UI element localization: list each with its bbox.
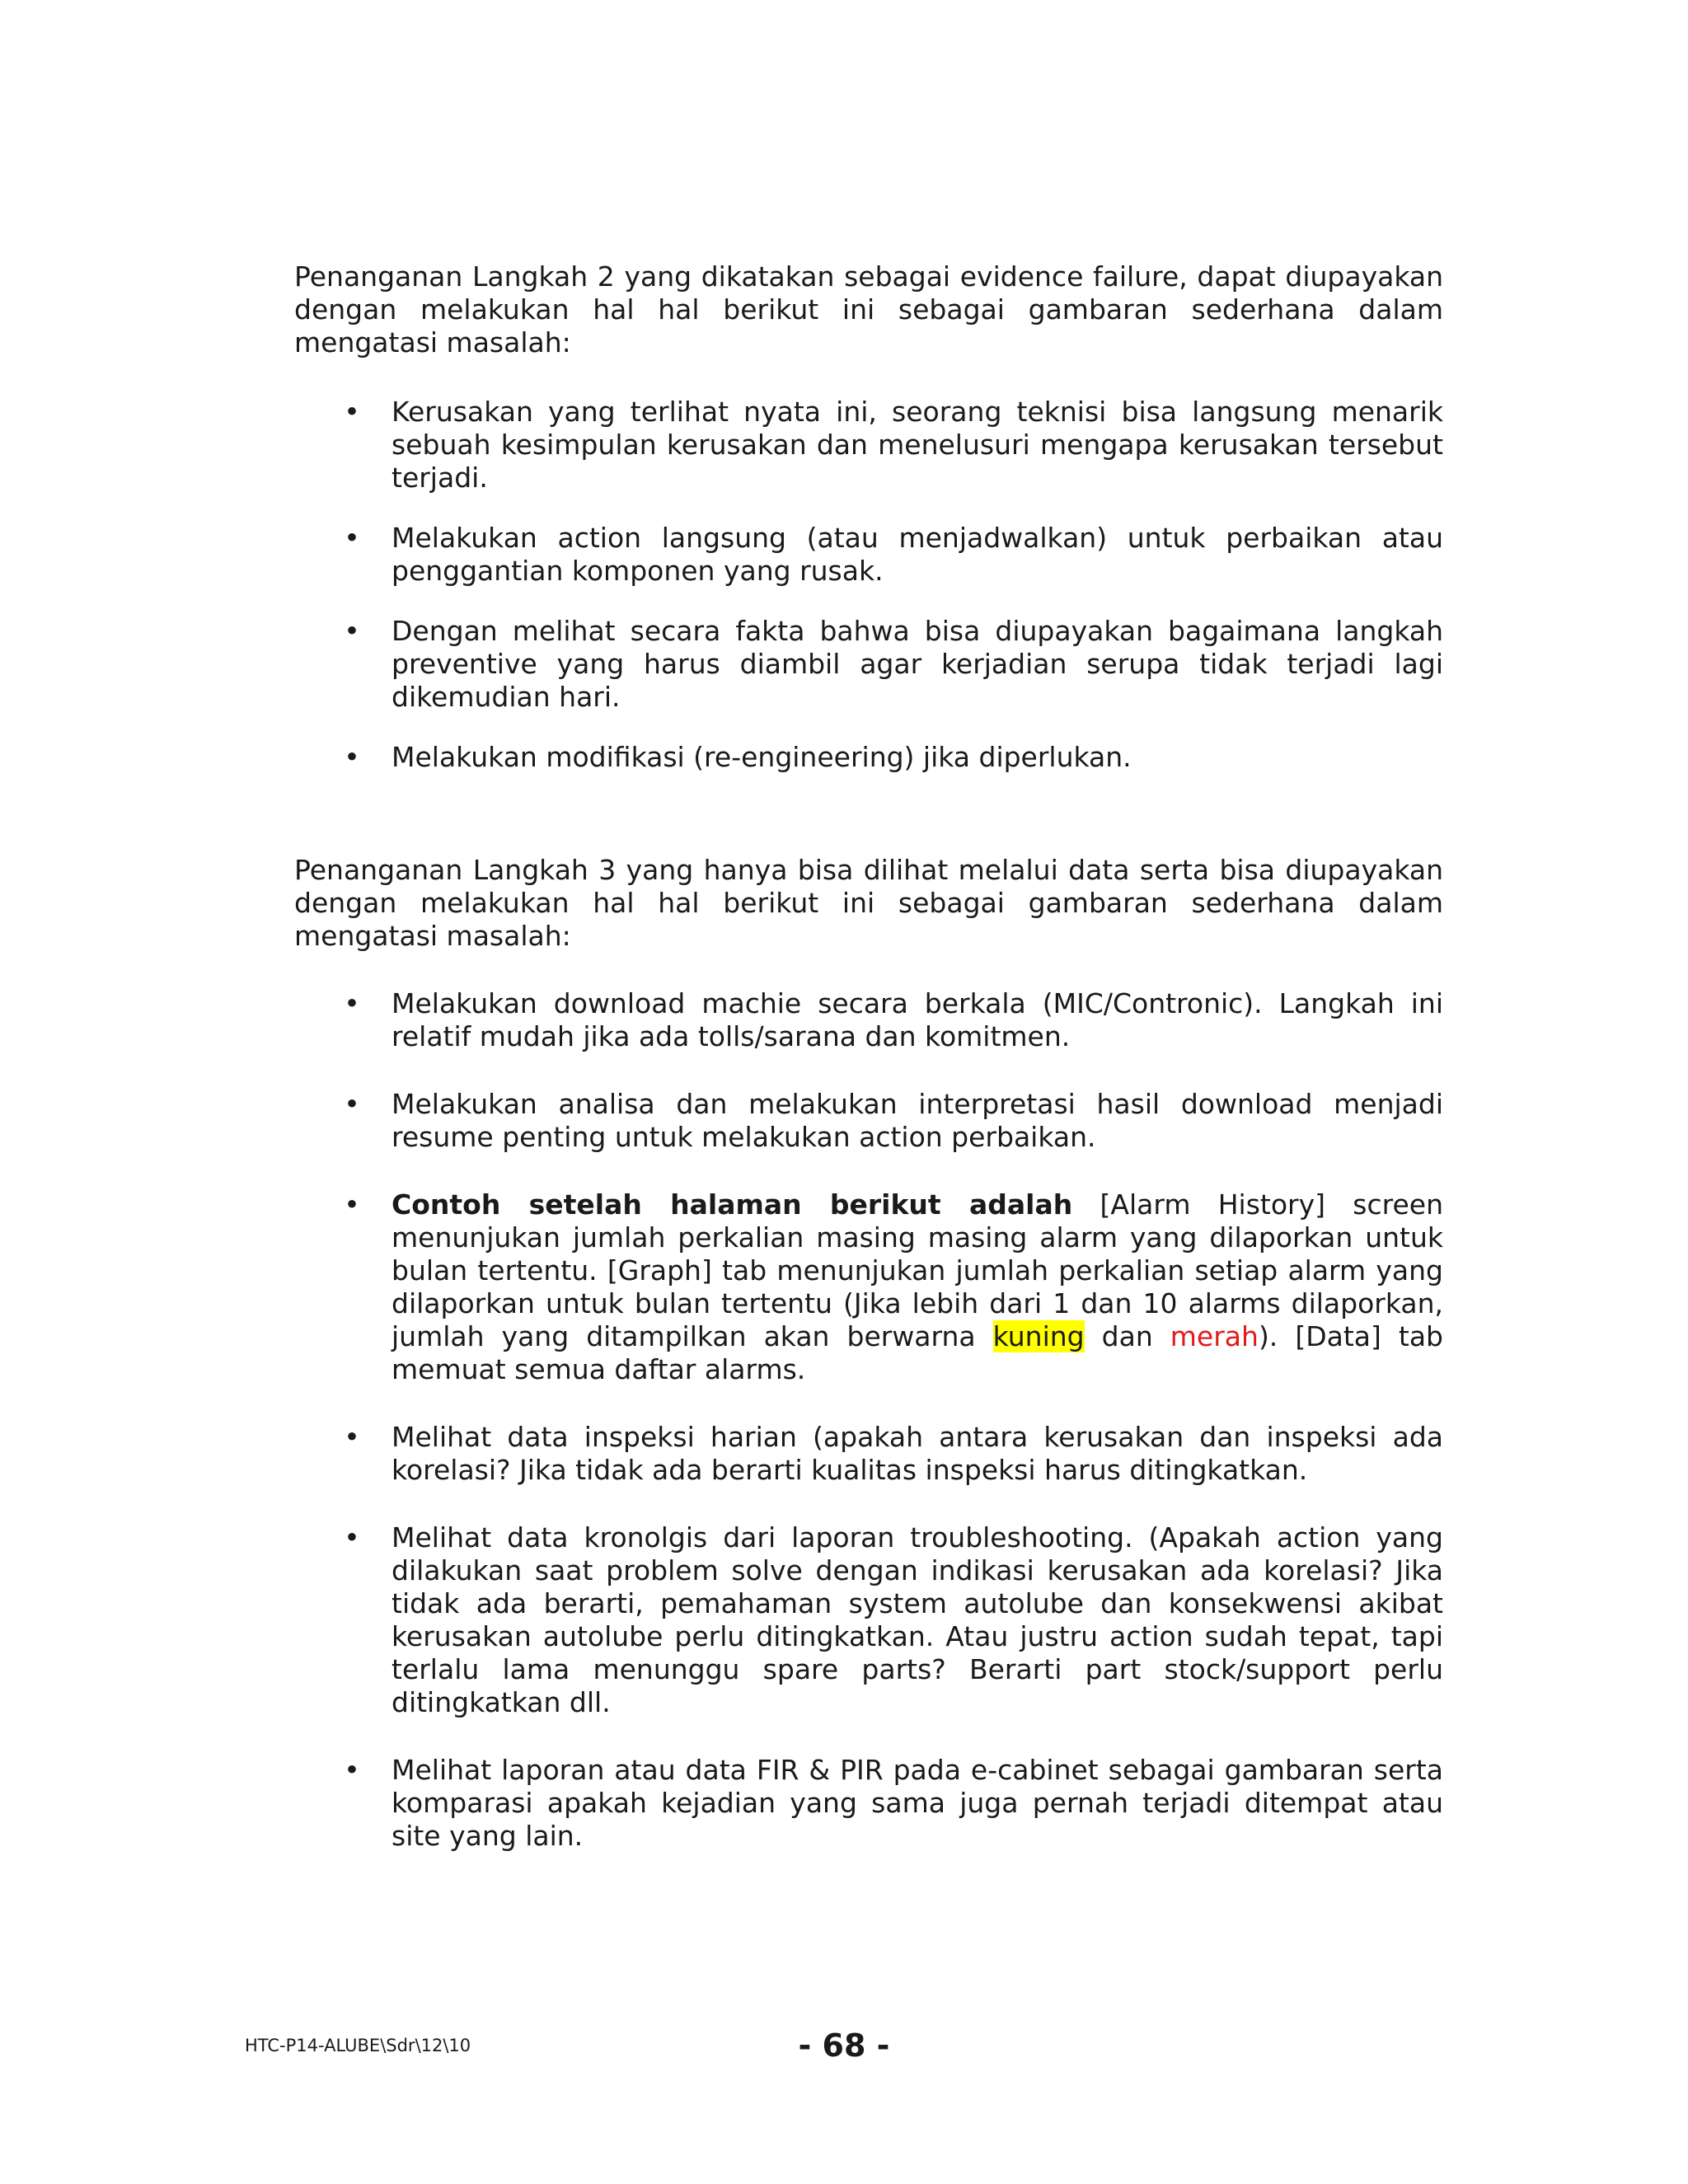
list-item-text <box>392 1188 1443 1385</box>
bold-lead-text: Contoh setelah halaman berikut adalah <box>392 1188 1073 1221</box>
list-item <box>294 1754 1443 1853</box>
list-item <box>294 522 1443 588</box>
item-text-segment: [Alarm History] screen menunjukan jumlah perkalian masing masing alarm yang dilaporkan untuk bulan tertentu. [Graph] tab menunjukan jumlah perkalian setiap alarm yang dilaporkan untuk bulan tertentu (Jika lebih dari 1 dan 10 alarms dilaporkan, jumlah yang ditampilkan akan berwarna <box>392 1188 1444 1352</box>
list-item-text: Melihat data inspeksi harian (apakah antara kerusakan dan inspeksi ada korelasi? Jika tidak ada berarti kualitas inspeksi harus ditingkatkan. <box>392 1421 1443 1486</box>
item-text-segment: ). [Data] tab memuat semua daftar alarms. <box>392 1320 1443 1385</box>
bullet-icon: • <box>344 1421 360 1453</box>
bullet-icon: • <box>344 987 360 1019</box>
bullet-list-langkah-3 <box>294 987 1443 1853</box>
bullet-icon: • <box>344 396 360 428</box>
list-item-text: Melakukan action langsung (atau menjadwalkan) untuk perbaikan atau penggantian komponen yang rusak. <box>392 522 1443 587</box>
list-item-text: Melihat laporan atau data FIR & PIR pada e-cabinet sebagai gambaran serta komparasi apakah kejadian yang sama juga pernah terjadi ditempat atau site yang lain. <box>392 1754 1443 1852</box>
bullet-icon: • <box>344 615 360 647</box>
list-item-text: Melakukan download machie secara berkala (MIC/Contronic). Langkah ini relatif mudah jika ada tolls/sarana dan komitmen. <box>392 987 1443 1052</box>
highlighted-word-kuning: kuning <box>992 1320 1085 1352</box>
list-item <box>294 741 1443 774</box>
list-item <box>294 615 1443 714</box>
list-item-text: Dengan melihat secara fakta bahwa bisa diupayakan bagaimana langkah preventive yang harus diambil agar kerjadian serupa tidak terjadi lagi dikemudian hari. <box>392 615 1443 713</box>
item-text-segment: dan <box>1084 1320 1170 1352</box>
footer-document-code: HTC-P14-ALUBE\Sdr\12\10 <box>245 2036 471 2055</box>
bullet-icon: • <box>344 1088 360 1120</box>
bullet-icon: • <box>344 1521 360 1554</box>
bullet-icon: • <box>344 1188 360 1221</box>
paragraph-langkah-3: Penanganan Langkah 3 yang hanya bisa dilihat melalui data serta bisa diupayakan dengan melakukan hal hal berikut ini sebagai gambaran sederhana dalam mengatasi masalah: <box>294 854 1443 952</box>
list-item-text: Kerusakan yang terlihat nyata ini, seorang teknisi bisa langsung menarik sebuah kesimpulan kerusakan dan menelusuri mengapa kerusakan tersebut terjadi. <box>392 396 1443 494</box>
list-item <box>294 1188 1443 1386</box>
list-item <box>294 987 1443 1053</box>
red-word-merah: merah <box>1170 1320 1259 1352</box>
bullet-icon: • <box>344 741 360 773</box>
list-item <box>294 1088 1443 1154</box>
list-item-text: Melihat data kronolgis dari laporan troubleshooting. (Apakah action yang dilakukan saat problem solve dengan indikasi kerusakan ada korelasi? Jika tidak ada berarti, pemahaman system autolube dan konsekwensi akibat kerusakan autolube perlu ditingkatkan. Atau justru action sudah tepat, tapi terlalu lama menunggu spare parts? Berarti part stock/support perlu ditingkatkan dll. <box>392 1521 1443 1718</box>
bullet-list-langkah-2 <box>294 396 1443 774</box>
list-item-text: Melakukan modifikasi (re-engineering) jika diperlukan. <box>392 741 1132 773</box>
page-number: - 68 - <box>798 2027 890 2064</box>
list-item-text: Melakukan analisa dan melakukan interpretasi hasil download menjadi resume penting untuk melakukan action perbaikan. <box>392 1088 1443 1153</box>
bullet-icon: • <box>344 522 360 554</box>
paragraph-langkah-2: Penanganan Langkah 2 yang dikatakan sebagai evidence failure, dapat diupayakan dengan melakukan hal hal berikut ini sebagai gambaran sederhana dalam mengatasi masalah: <box>294 260 1443 359</box>
list-item <box>294 1421 1443 1487</box>
bullet-icon: • <box>344 1754 360 1786</box>
list-item <box>294 396 1443 494</box>
page-content <box>294 260 1443 1853</box>
list-item <box>294 1521 1443 1719</box>
